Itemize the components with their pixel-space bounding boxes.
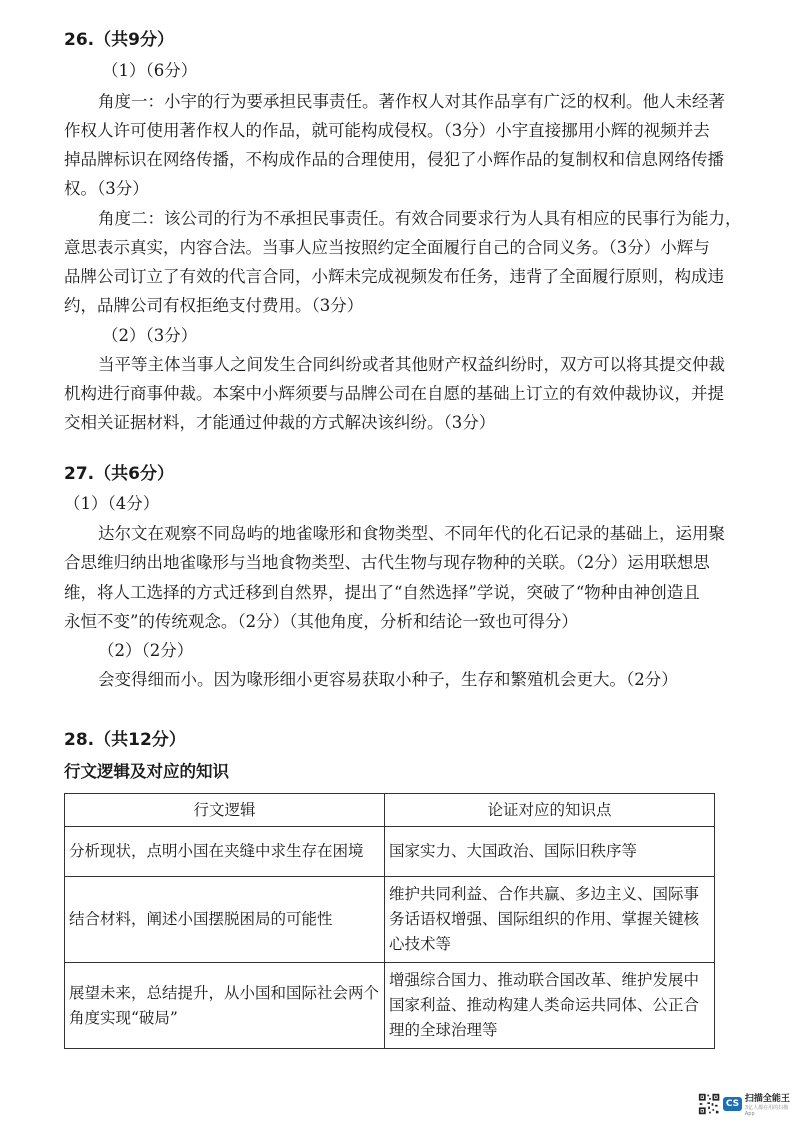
q26-a1-line: 作权人许可使用著作权人的作品，就可能构成侵权。（3分）小宇直接挪用小辉的视频并去 (64, 121, 710, 140)
table-header-cell: 行文逻辑 (65, 794, 385, 827)
table-cell-knowledge: 国家实力、大国政治、国际旧秩序等 (385, 827, 715, 877)
q26-a2-line: 品牌公司订立了有效的代言合同，小辉未完成视频发布任务，违背了全面履行原则，构成违 (64, 267, 724, 286)
table-header-row (65, 794, 715, 827)
q26-a2-line: 约，品牌公司有权拒绝支付费用。（3分） (64, 296, 364, 315)
q27-title: 27.（共6分） (64, 464, 174, 484)
q27-part1-label: （1）（4分） (64, 494, 160, 513)
q26-b-line: 交相关证据材料，才能通过仲裁的方式解决该纠纷。（3分） (64, 413, 496, 432)
table-cell-logic: 结合材料，阐述小国摆脱困局的可能性 (65, 877, 385, 963)
q27-a-line: 合思维归纳出地雀喙形与当地食物类型、古代生物与现存物种的关联。（2分）运用联想思 (64, 553, 710, 572)
q26-part1-label: （1）（6分） (102, 61, 198, 80)
table-row (65, 827, 715, 877)
q26-a1-line: 权。（3分） (64, 179, 149, 198)
logic-knowledge-table (64, 793, 715, 1049)
table-cell-logic: 分析现状，点明小国在夹缝中求生存在困境 (65, 827, 385, 877)
camscanner-watermark (698, 1085, 790, 1123)
q26-b-line: 当平等主体当事人之间发生合同纠纷或者其他财产权益纠纷时，双方可以将其提交仲裁 (98, 355, 725, 374)
q27-part2-label: （2）（2分） (98, 641, 194, 660)
q26-a2-line: 角度二：该公司的行为不承担民事责任。有效合同要求行为人具有相应的民事行为能力， (98, 209, 742, 228)
table-row (65, 963, 715, 1049)
camscanner-logo-icon: CS (723, 1097, 742, 1111)
q26-b-line: 机构进行商事仲裁。本案中小辉须要与品牌公司在自愿的基础上订立的有效仲裁协议，并提 (64, 384, 724, 403)
q28-title: 28.（共12分） (64, 730, 186, 750)
q27-a-line: 永恒不变”的传统观念。（2分）（其他角度，分析和结论一致也可得分） (64, 612, 578, 631)
table-row (65, 877, 715, 963)
q27-a-line: 维，将人工选择的方式迁移到自然界，提出了“自然选择”学说，突破了“物种由神创造且 (64, 583, 700, 602)
table-cell-knowledge: 增强综合国力、推动联合国改革、维护发展中国家利益、推动构建人类命运共同体、公正合理的全球治理等 (385, 963, 715, 1049)
qr-code-icon (698, 1091, 720, 1117)
table-header-cell: 论证对应的知识点 (385, 794, 715, 827)
q26-title: 26.（共9分） (64, 30, 174, 50)
q27-b-line: 会变得细而小。因为喙形细小更容易获取小种子，生存和繁殖机会更大。（2分） (98, 670, 678, 689)
q26-a2-line: 意思表示真实，内容合法。当事人应当按照约定全面履行自己的合同义务。（3分）小辉与 (64, 238, 710, 257)
q26-part2-label: （2）（3分） (102, 326, 198, 345)
camscanner-name: 扫描全能王 (744, 1094, 790, 1104)
camscanner-tagline: 3亿人都在用的扫描App (744, 1105, 789, 1117)
table-cell-logic: 展望未来，总结提升，从小国和国际社会两个角度实现“破局” (65, 963, 385, 1049)
table-cell-knowledge: 维护共同利益、合作共赢、多边主义、国际事务话语权增强、国际组织的作用、掌握关键核心技术等 (385, 877, 715, 963)
q28-subheading: 行文逻辑及对应的知识 (64, 762, 229, 781)
q26-a1-line: 角度一：小宇的行为要承担民事责任。著作权人对其作品享有广泛的权利。他人未经著 (98, 92, 725, 111)
q27-a-line: 达尔文在观察不同岛屿的地雀喙形和食物类型、不同年代的化石记录的基础上，运用聚 (98, 524, 725, 543)
q26-a1-line: 掉品牌标识在网络传播，不构成作品的合理使用，侵犯了小辉作品的复制权和信息网络传播 (64, 150, 724, 169)
